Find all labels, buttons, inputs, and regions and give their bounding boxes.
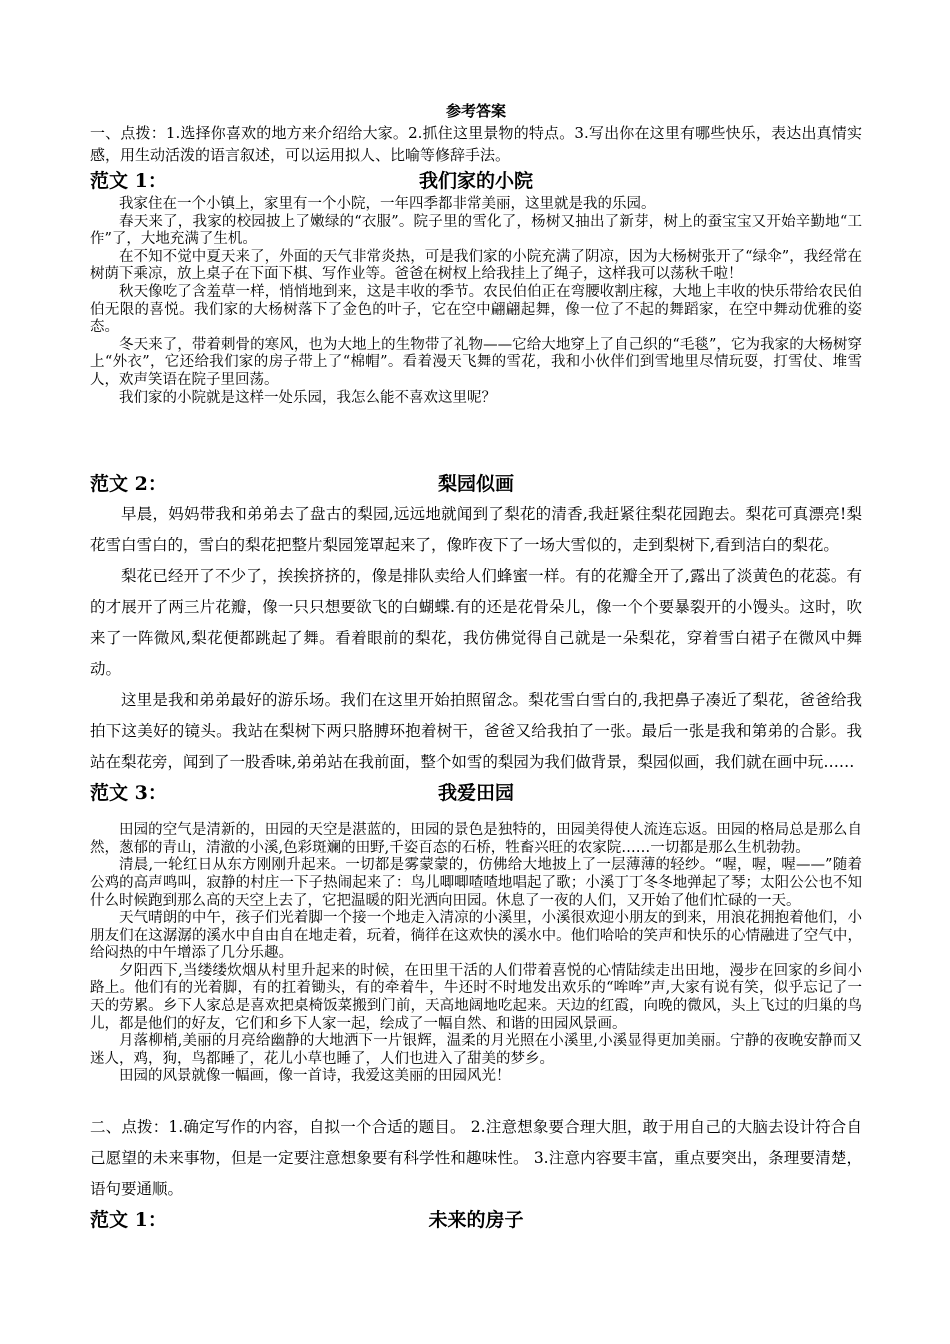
essay-3-paragraph: 夕阳西下,当缕缕炊烟从村里升起来的时候，在田里干活的人们带着喜悦的心情陆续走出田地，漫步在回家的乡间小路上。他们有的光着脚，有的扛着锄头，有的牵着牛，牛还时不时地发出欢乐的“哞哞”声,大家有说有笑，似乎忘记了一天的劳累。乡下人家总是喜欢把桌椅饭菜搬到门前，天高地阔地吃起来。天边的红霞，向晚的微风，头上飞过的归巢的鸟儿，都是他们的好友，它们和乡下人家一起，绘成了一幅自然、和谐的田园风景画。	[90, 962, 862, 1032]
essay-3-paragraph: 田园的风景就像一幅画，像一首诗，我爱这美丽的田园风光！	[119, 1068, 511, 1085]
essay-3-paragraph: 天气晴朗的中午，孩子们光着脚一个接一个地走入清凉的小溪里，小溪很欢迎小朋友的到来，用浪花拥抱着他们，小朋友们在这潺潺的溪水中自由自在地走着，玩着，徜徉在这欢快的溪水中。他们哈哈的笑声和快乐的心情融进了空气中，给闷热的中午增添了几分乐趣。	[90, 910, 862, 962]
answer-document	[90, 100, 862, 1235]
page-title: 参考答案	[445, 102, 506, 120]
essay-2-paragraph: 早晨，妈妈带我和弟弟去了盘古的梨园,远远地就闻到了梨花的清香,我赶紧往梨花园跑去。梨花可真漂亮!梨花雪白雪白的，雪白的梨花把整片梨园笼罩起来了，像昨夜下了一场大雪似的，走到梨树下,看到洁白的梨花。	[90, 505, 862, 555]
spacer	[90, 808, 862, 822]
essay-1-label: 范文 1：	[90, 170, 167, 192]
part2-tip: 二、点拨：1.确定写作的内容，自拟一个合适的题目。 2.注意想象要合理大胆，敢于用自己的大脑去设计符合自己愿望的未来事物，但是一定要注意想象要有科学性和趣味性。 3.注意内容要丰富，重点要突出，条理要清楚，语句要通顺。	[90, 1118, 862, 1199]
essay-1-paragraph: 秋天像吃了含羞草一样，悄悄地到来，这是丰收的季节。农民伯伯正在弯腰收割庄稼，大地上丰收的快乐带给农民伯伯无限的喜悦。我们家的大杨树落下了金色的叶子，它在空中翩翩起舞，像一位了不起的舞蹈家，在空中舞动优雅的姿态。	[90, 283, 862, 336]
part2-essay-title: 未来的房子	[428, 1209, 524, 1232]
part2-essay-label: 范文 1：	[90, 1209, 167, 1232]
essay-2-title: 梨园似画	[437, 473, 514, 496]
essay-2-paragraph: 梨花已经开了不少了，挨挨挤挤的，像是排队卖给人们蜂蜜一样。有的花瓣全开了,露出了淡黄色的花蕊。有的才展开了两三片花瓣，像一只只想要欲飞的白蝴蝶.有的还是花骨朵儿，像一个个要暴裂开的小馒头。这时，吹来了一阵微风,梨花便都跳起了舞。看着眼前的梨花，我仿佛觉得自己就是一朵梨花，穿着雪白裙子在微风中舞动。	[90, 567, 862, 679]
essay-1-paragraph: 春天来了，我家的校园披上了嫩绿的“衣服”。院子里的雪化了，杨树又抽出了新芽，树上的蚕宝宝又开始辛勤地“工作”了，大地充满了生机。	[90, 213, 862, 248]
spacer	[90, 1086, 862, 1112]
part2-essay-header	[90, 1205, 862, 1235]
essay-3-header	[90, 778, 862, 808]
essay-1-paragraph: 我们家的小院就是这样一处乐园，我怎么能不喜欢这里呢？	[119, 389, 496, 406]
essay-2-label: 范文 2：	[90, 473, 167, 496]
essay-1-header	[90, 166, 862, 196]
essay-2-paragraph: 这里是我和弟弟最好的游乐场。我们在这里开始拍照留念。梨花雪白雪白的,我把鼻子凑近了梨花，爸爸给我拍下这美好的镜头。我站在梨树下两只胳膊环抱着树干，爸爸又给我拍了一张。最后一张是我和第弟的合影。我站在梨花旁，闻到了一股香味,弟弟站在我前面，整个如雪的梨园为我们做背景，梨园似画，我们就在画中玩……	[90, 691, 862, 772]
part1-tip: 一、点拨：1.选择你喜欢的地方来介绍给大家。2.抓住这里景物的特点。3.写出你在这里有哪些快乐，表达出真情实感，用生动活泼的语言叙述，可以运用拟人、比喻等修辞手法。	[90, 124, 862, 164]
essay-3-label: 范文 3：	[90, 782, 167, 805]
essay-3-paragraph: 清晨,一轮红日从东方刚刚升起来。一切都是雾蒙蒙的，仿佛给大地披上了一层薄薄的轻纱。“喔，喔，喔——”随着公鸡的高声鸣叫，寂静的村庄一下子热闹起来了：鸟儿唧唧喳喳地唱起了歌；小溪丁丁冬冬地弹起了琴；太阳公公也不知什么时候跑到那么高的天空上去了，它把温暖的阳光洒向田园。休息了一夜的人们，又开始了他们忙碌的一天。	[90, 857, 862, 909]
essay-1-paragraph: 冬天来了，带着刺骨的寒风，也为大地上的生物带了礼物——它给大地穿上了自己织的“毛毯”，它为我家的大杨树穿上“外衣”，它还给我们家的房子带上了“棉帽”。看着漫天飞舞的雪花，我和小伙伴们到雪地里尽情玩耍，打雪仗、堆雪人，欢声笑语在院子里回荡。	[90, 336, 862, 388]
essay-3-paragraph: 田园的空气是清新的，田园的天空是湛蓝的，田园的景色是独特的，田园美得使人流连忘返。田园的格局总是那么自然，葱郁的青山，清澈的小溪,色彩斑斓的田野,千姿百态的石桥，牲畜兴旺的农家院……一切都是那么生机勃勃。	[90, 822, 862, 856]
essay-2-header	[90, 469, 862, 499]
essay-3-title: 我爱田园	[437, 782, 514, 805]
essay-3-paragraph: 月落柳梢,美丽的月亮给幽静的大地洒下一片银辉，温柔的月光照在小溪里,小溪显得更加美丽。宁静的夜晚安静而又迷人，鸡，狗，鸟都睡了，花儿小草也睡了，人们也进入了甜美的梦乡。	[90, 1033, 862, 1067]
essay-1-title: 我们家的小院	[418, 170, 533, 192]
spacer	[90, 407, 862, 469]
essay-1-paragraph: 在不知不觉中夏天来了，外面的天气非常炎热，可是我们家的小院充满了阴凉，因为大杨树张开了“绿伞”，我经常在树荫下乘凉，放上桌子在下面下棋、写作业等。爸爸在树杈上给我挂上了绳子，这样我可以荡秋千啦！	[90, 248, 862, 283]
essay-1-paragraph: 我家住在一个小镇上，家里有一个小院，一年四季都非常美丽，这里就是我的乐园。	[119, 196, 656, 212]
